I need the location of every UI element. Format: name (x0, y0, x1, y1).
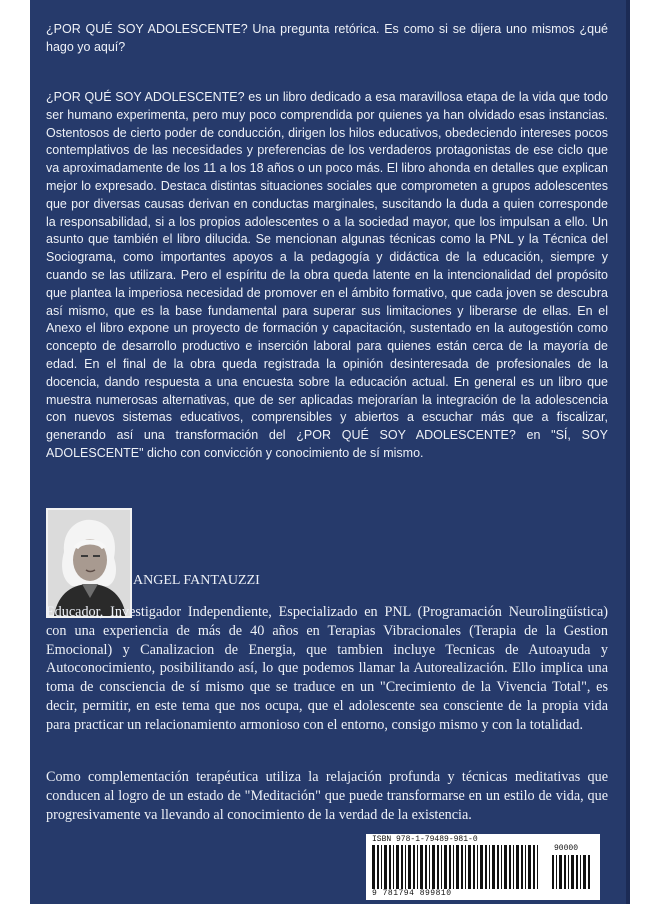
author-name: ANGEL FANTAUZZI (133, 573, 260, 588)
intro-question: ¿POR QUÉ SOY ADOLESCENTE? Una pregunta retórica. Es como si se dijera uno mismos ¿qué hago yo aquí? (46, 22, 608, 54)
author-photo (46, 508, 132, 618)
barcode-digits: 9 781794 899810 (372, 889, 452, 898)
author-bio-continued: Como complementación terapéutica utiliza la relajación profunda y técnicas meditativas que conducen al logro de un estado de "Meditación" que puede transformarse en un estilo de vida, que progresivamente va llevando al conocimiento de la verdad de la existencia. (46, 769, 608, 823)
barcode-bars (372, 845, 542, 889)
isbn-label: ISBN 978-1-79489-981-0 (372, 835, 478, 844)
cover-edge (626, 0, 630, 904)
price-barcode-bars (552, 855, 594, 889)
synopsis-paragraph: ¿POR QUÉ SOY ADOLESCENTE? es un libro dedicado a esa maravillosa etapa de la vida que todo ser humano experimenta, pero muy poco comprendida por quienes ya han olvidado esas instancias. Ostentosos de cierto poder de conducción, dirigen los hilos educativos, obedeciendo intereses pocos contemplativos de las necesidades y preferencias de los verdaderos protagonistas de ese ciclo que va aproximadamente de los 11 a los 18 años o un poco más. El libro ahonda en detalles que explican mejor lo expresado. Destaca distintas situaciones sociales que comprometen a grupos adolescentes que por diversas causas derivan en conductas marginales, suscitando la duda a quien corresponde la responsabilidad, si a los propios adolescentes o a la sociedad mayor, que los impulsan a ello. Un asunto que también el libro dilucida. Se mencionan algunas técnicas como la PNL y la Técnica del Sociograma, como importantes apoyos a la pedagogía y didáctica de la educación, siempre y cuando se las utilizara. Pero el espíritu de la obra queda latente en la intencionalidad del propósito que plantea la imperiosa necesidad de promover en el ámbito formativo, que cada joven se descubra así mismo, que es la base fundamental para superar sus limitaciones y liberarse de ellas. En el Anexo el libro expone un proyecto de formación y capacitación, sustentado en la autogestión como concepto de desarrollo productivo e inserción laboral para quienes están cerca de la mayoría de edad. En el final de la obra queda registrada la opinión desinteresada de profesionales de la docencia, dando respuesta a una encuesta sobre la educación actual. En general es un libro que muestra numerosas alternativas, que de ser aplicadas mejorarían la integración de la adolescencia con nuevos sistemas educativos, comprensibles y abiertos a escuchar más que a fiscalizar, generando así una transformación del ¿POR QUÉ SOY ADOLESCENTE? en "SÍ, SOY ADOLESCENTE" dicho con convicción y conocimiento de sí mismo. (46, 90, 608, 460)
back-cover (30, 0, 630, 904)
isbn-barcode (366, 834, 600, 900)
price-code: 90000 (554, 844, 579, 853)
author-bio: Educador, Investigador Independiente, Especializado en PNL (Programación Neurolingüística) con una experiencia de más de 40 años en Terapias Vibracionales (Terapia de la Gestion Emocional) y Canalizacion de Energia, que tambien incluye Tecnicas de Autoayuda y Autoconocimiento, posibilitando así, lo que podemos llamar la Autorealización. Ello implica una toma de consciencia de sí mismo que se traduce en un "Crecimiento de la Vivencia Total", es decir, permitir, en este tema que nos ocupa, que el adolescente sea consciente de la propia vida para practicar un relacionamiento armonioso con el entorno, consigo mismo y con la totalidad. (46, 604, 608, 733)
author-portrait-image (48, 510, 130, 616)
